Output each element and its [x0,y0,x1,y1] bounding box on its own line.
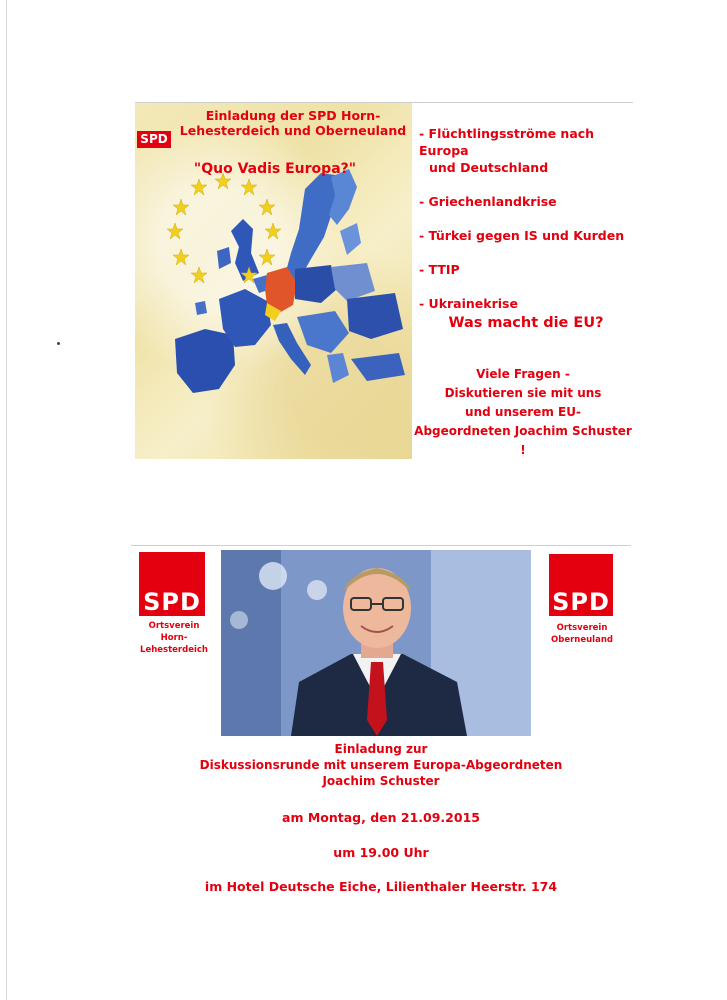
eu-question: Was macht die EU? [448,315,604,331]
flyer-quo-vadis-europa [135,102,633,459]
quote-headline: "Quo Vadis Europa?" [193,161,357,177]
topic-text: - Flüchtlingsströme nach Europa [419,126,595,158]
spd-logo: SPD [137,131,171,148]
ortsverein-label-right [545,622,619,646]
scan-speck [57,342,60,345]
ortsverein-label-line: Ortsverein [556,623,608,633]
closing-line: Viele Fragen - [476,367,570,381]
event-time: um 19.00 Uhr [333,845,429,860]
ortsverein-label-line: Ortsverein Horn- [148,621,200,643]
flyer-invitation [131,545,631,906]
speaker-portrait-illustration [221,550,531,736]
ortsverein-label-line: Oberneuland [551,635,613,645]
ortsverein-label-line: Lehesterdeich [140,645,208,655]
invitation-text [131,741,631,789]
topic-item [419,125,633,176]
topic-list [419,125,633,329]
closing-line: Abgeordneten Joachim Schuster ! [414,424,632,457]
topic-text: - Ukrainekrise [419,296,518,311]
topic-text: - TTIP [419,262,460,277]
speaker-photo [221,550,531,736]
page-edge [6,0,7,1000]
topic-item [419,193,633,210]
flyer-title-line: Einladung der SPD Horn- [205,108,381,123]
topic-item [419,261,633,278]
flyer-title [173,108,412,138]
ortsverein-label-left [135,620,213,656]
invitation-line: Einladung zur [334,742,428,756]
closing-text [411,365,635,460]
spd-logo-right: SPD [549,554,613,616]
invitation-line: Diskussionsrunde mit unserem Europa-Abgeordneten [199,758,563,772]
closing-line: Diskutieren sie mit uns [444,386,602,400]
europe-map-panel [135,103,412,459]
invitation-line: Joachim Schuster [322,774,440,788]
flyer-title-line: Lehesterdeich und Oberneuland [179,123,407,138]
event-date: am Montag, den 21.09.2015 [282,810,480,825]
topic-item [419,227,633,244]
topic-item [419,295,633,312]
closing-line: und unserem EU- [465,405,581,419]
topic-text-continued: und Deutschland [429,160,549,175]
spd-logo-left: SPD [139,552,205,616]
topic-text: - Türkei gegen IS und Kurden [419,228,625,243]
event-venue: im Hotel Deutsche Eiche, Lilienthaler Heerstr. 174 [204,879,558,894]
europe-map-illustration [135,103,412,459]
topic-text: - Griechenlandkrise [419,194,557,209]
